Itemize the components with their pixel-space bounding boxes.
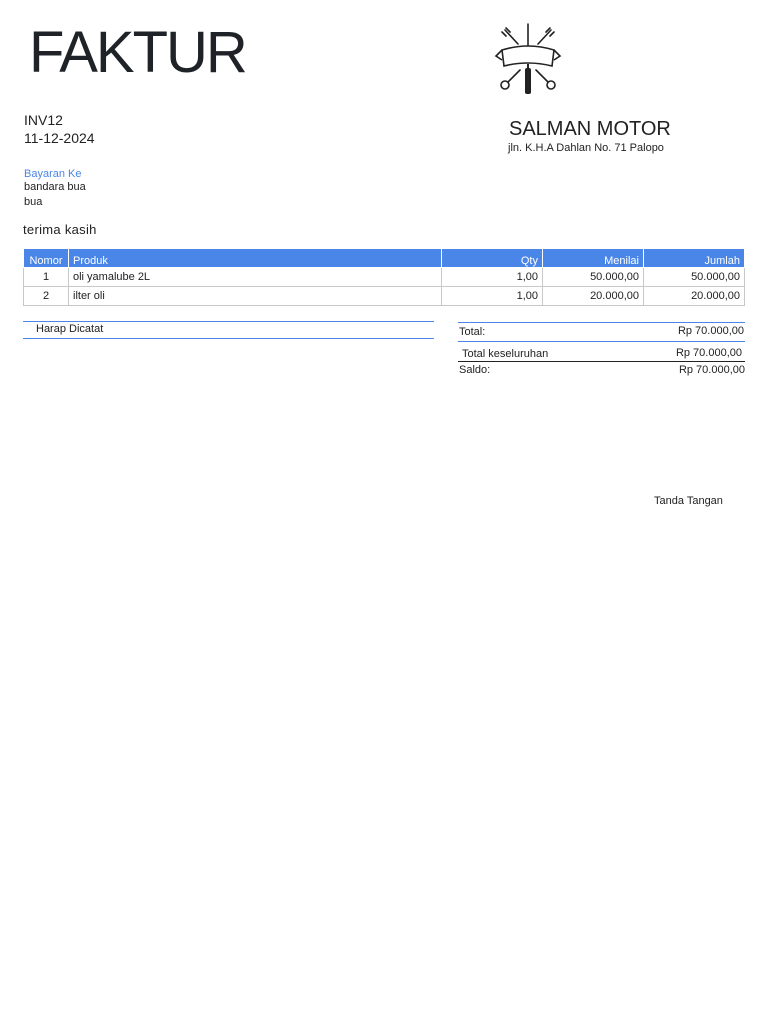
row-qty: 1,00 — [442, 268, 543, 287]
row-amount: 20.000,00 — [644, 287, 745, 306]
row-number: 1 — [24, 268, 69, 287]
row-product: oli yamalube 2L — [69, 268, 442, 287]
table-row — [24, 268, 745, 287]
column-header-amount: Jumlah — [644, 249, 745, 268]
bill-to-line2: bua — [24, 196, 43, 208]
bill-to-line1: bandara bua — [24, 181, 86, 193]
row-rate: 50.000,00 — [543, 268, 644, 287]
items-table-header — [24, 249, 745, 268]
column-header-number: Nomor — [24, 249, 69, 268]
signature-label: Tanda Tangan — [654, 495, 723, 507]
column-header-rate: Menilai — [543, 249, 644, 268]
totals-divider — [458, 341, 745, 342]
bill-to-label: Bayaran Ke — [24, 168, 82, 180]
table-row — [24, 287, 745, 306]
row-amount: 50.000,00 — [644, 268, 745, 287]
invoice-title: FAKTUR — [29, 20, 246, 85]
totals-divider — [458, 322, 745, 323]
notes-divider-top — [23, 321, 434, 322]
invoice-number: INV12 — [24, 112, 63, 128]
grand-total-value: Rp 70.000,00 — [675, 347, 742, 359]
row-product: ilter oli — [69, 287, 442, 306]
company-name: SALMAN MOTOR — [509, 118, 671, 140]
wrench-screwdriver-banner-icon — [492, 20, 564, 98]
invoice-date: 11-12-2024 — [24, 130, 95, 146]
company-address: jln. K.H.A Dahlan No. 71 Palopo — [508, 142, 664, 154]
items-table — [23, 248, 745, 306]
row-qty: 1,00 — [442, 287, 543, 306]
total-label: Total: — [459, 326, 486, 338]
balance-label: Saldo: — [459, 364, 491, 376]
column-header-qty: Qty — [442, 249, 543, 268]
notes-label: Harap Dicatat — [36, 323, 104, 335]
totals-divider — [458, 361, 745, 362]
thank-you-message: terima kasih — [23, 222, 97, 237]
notes-divider-bottom — [23, 338, 434, 339]
grand-total-label: Total keseluruhan — [462, 348, 549, 360]
column-header-product: Produk — [69, 249, 442, 268]
total-value: Rp 70.000,00 — [677, 325, 744, 337]
row-number: 2 — [24, 287, 69, 306]
balance-value: Rp 70.000,00 — [678, 364, 745, 376]
row-rate: 20.000,00 — [543, 287, 644, 306]
